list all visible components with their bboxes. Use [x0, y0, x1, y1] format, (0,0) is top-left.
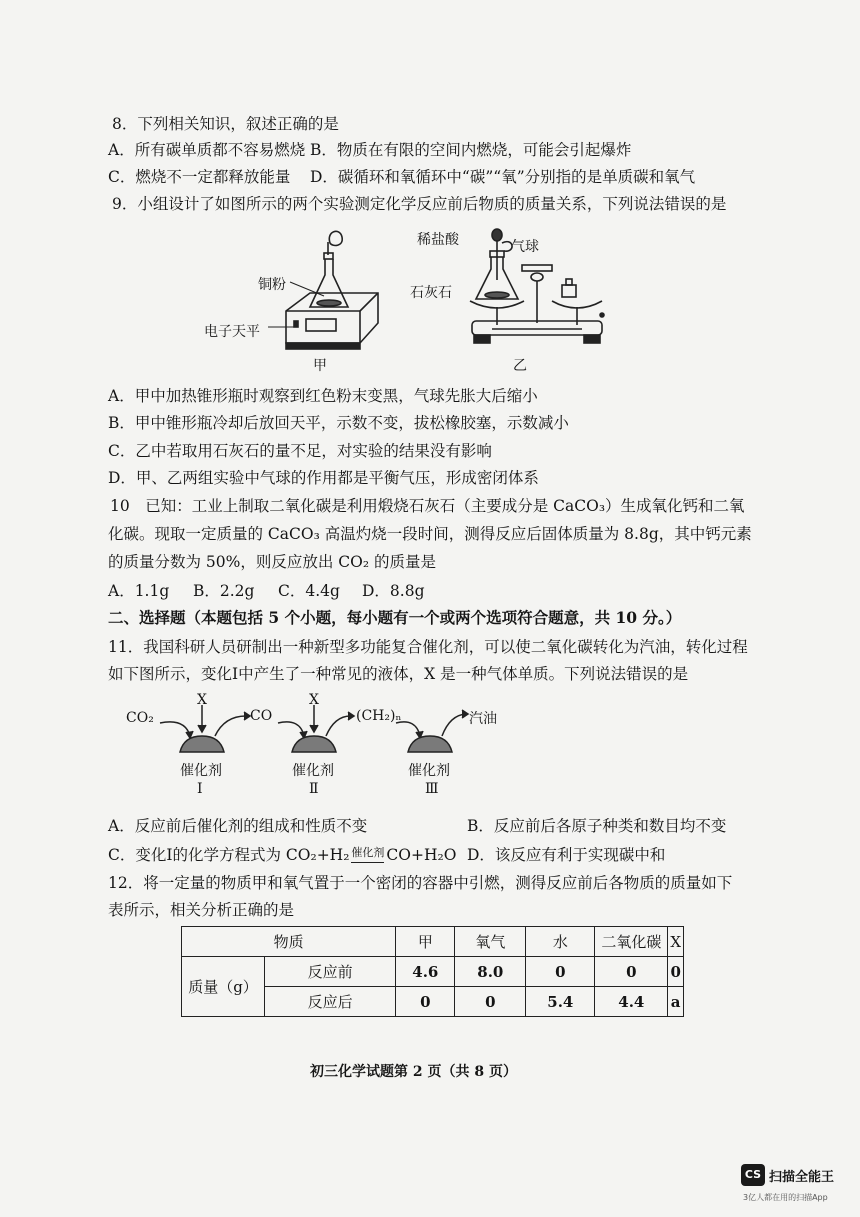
q11-option-c [108, 844, 456, 866]
q8-option-b: B．物质在有限的空间内燃烧，可能会引起爆炸 [310, 141, 632, 159]
table-cell: 5.4 [526, 987, 595, 1017]
table-cell: 4.4 [595, 987, 668, 1017]
header-cell: 二氧化碳 [595, 927, 668, 957]
q11-line-2: 如下图所示，变化Ⅰ中产生了一种常见的液体，X 是一种气体单质。下列说法错误的是 [108, 665, 689, 683]
catalyst-label-2: 催化剂 [292, 763, 334, 779]
electronic-balance-label: 电子天平 [204, 324, 260, 340]
q8-option-d: D．碳循环和氧循环中“碳”“氧”分别指的是单质碳和氧气 [310, 168, 696, 186]
table-cell: a [668, 987, 684, 1017]
catalyst-label-1: 催化剂 [180, 763, 222, 779]
q9-option-a: A．甲中加热锥形瓶时观察到红色粉末变黑，气球先胀大后缩小 [108, 387, 538, 405]
header-cell: X [668, 927, 684, 957]
q9-option-c: C．乙中若取用石灰石的量不足，对实验的结果没有影响 [108, 442, 492, 460]
q11-reaction-condition: 催化剂 [351, 846, 385, 859]
row-group-label: 质量（g） [182, 957, 265, 1017]
q11-option-c-prefix: C．变化Ⅰ的化学方程式为 CO₂+H₂ [108, 846, 350, 864]
header-cell: 氧气 [455, 927, 526, 957]
page-footer: 初三化学试题第 2 页（共 8 页） [310, 1064, 517, 1080]
co-label: CO [250, 708, 273, 724]
hydrochloric-acid-label: 稀盐酸 [417, 232, 459, 248]
co2-label: CO₂ [126, 710, 154, 726]
q10-line-2: 化碳。现取一定质量的 CaCO₃ 高温灼烧一段时间，测得反应后固体质量为 8.8g，其中钙元素 [108, 525, 752, 543]
table-cell: 0 [595, 957, 668, 987]
row-label: 反应前 [265, 957, 396, 987]
catalyst-label-3: 催化剂 [408, 763, 450, 779]
header-cell: 甲 [396, 927, 455, 957]
x-label-2: X [309, 692, 319, 708]
q9-stem: 9．小组设计了如图所示的两个实验测定化学反应前后物质的质量关系，下列说法错误的是 [112, 195, 727, 213]
table-row [182, 957, 684, 987]
table-cell: 8.0 [455, 957, 526, 987]
header-cell: 物质 [182, 927, 396, 957]
stage-label-3: Ⅲ [425, 781, 439, 797]
copper-powder-label: 铜粉 [258, 277, 286, 293]
q9-option-b: B．甲中锥形瓶冷却后放回天平，示数不变，拔松橡胶塞，示数减小 [108, 414, 569, 432]
balance-leader-line [268, 322, 298, 332]
row-label: 反应后 [265, 987, 396, 1017]
stage-label-1: Ⅰ [197, 781, 203, 797]
table-cell: 0 [668, 957, 684, 987]
q11-option-a: A．反应前后催化剂的组成和性质不变 [108, 817, 368, 835]
q10-option-a: A．1.1g [108, 582, 170, 600]
mass-data-table [181, 926, 684, 1017]
table-cell: 0 [455, 987, 526, 1017]
table-header-row [182, 927, 684, 957]
ch2n-label: (CH₂)ₙ [356, 708, 402, 724]
section-2-heading: 二、选择题（本题包括 5 个小题，每小题有一个或两个选项符合题意，共 10 分。） [108, 608, 682, 627]
camscanner-tagline: 3亿人都在用的扫描App [743, 1193, 828, 1202]
q12-line-1: 12．将一定量的物质甲和氧气置于一个密闭的容器中引燃，测得反应前后各物质的质量如下 [108, 874, 733, 892]
limestone-label: 石灰石 [410, 285, 452, 301]
table-cell: 0 [526, 957, 595, 987]
q11-option-b: B．反应前后各原子种类和数目均不变 [467, 817, 727, 835]
q8-option-a: A．所有碳单质都不容易燃烧 [108, 141, 306, 159]
q10-line-3: 的质量分数为 50%，则反应放出 CO₂ 的质量是 [108, 553, 437, 571]
camscanner-name: 扫描全能王 [769, 1170, 835, 1185]
q10-option-b: B．2.2g [193, 582, 255, 600]
table-cell: 0 [396, 987, 455, 1017]
figure-jia-caption: 甲 [313, 358, 327, 374]
copper-leader-line [288, 280, 328, 300]
header-cell: 水 [526, 927, 595, 957]
q11-option-d: D．该反应有利于实现碳中和 [467, 846, 666, 864]
x-label-1: X [197, 692, 207, 708]
gasoline-label: 汽油 [469, 711, 497, 727]
q12-line-2: 表所示，相关分析正确的是 [108, 901, 295, 919]
q11-line-1: 11．我国科研人员研制出一种新型多功能复合催化剂，可以使二氧化碳转化为汽油，转化过程 [108, 638, 748, 656]
balloon-label: 气球 [511, 239, 539, 255]
q10-option-c: C．4.4g [278, 582, 340, 600]
figure-yi-caption: 乙 [513, 358, 527, 374]
camscanner-logo-icon: CS [741, 1164, 765, 1186]
q9-option-d: D．甲、乙两组实验中气球的作用都是平衡气压，形成密闭体系 [108, 469, 539, 487]
q8-option-c: C．燃烧不一定都释放能量 [108, 168, 291, 186]
q11-option-c-suffix: CO+H₂O [386, 846, 457, 864]
q10-line-1: 10 已知：工业上制取二氧化碳是利用煅烧石灰石（主要成分是 CaCO₃）生成氧化钙和二氧 [110, 497, 745, 515]
q10-option-d: D．8.8g [362, 582, 425, 600]
q8-stem: 8．下列相关知识，叙述正确的是 [112, 115, 339, 133]
table-cell: 4.6 [396, 957, 455, 987]
stage-label-2: Ⅱ [309, 781, 319, 797]
